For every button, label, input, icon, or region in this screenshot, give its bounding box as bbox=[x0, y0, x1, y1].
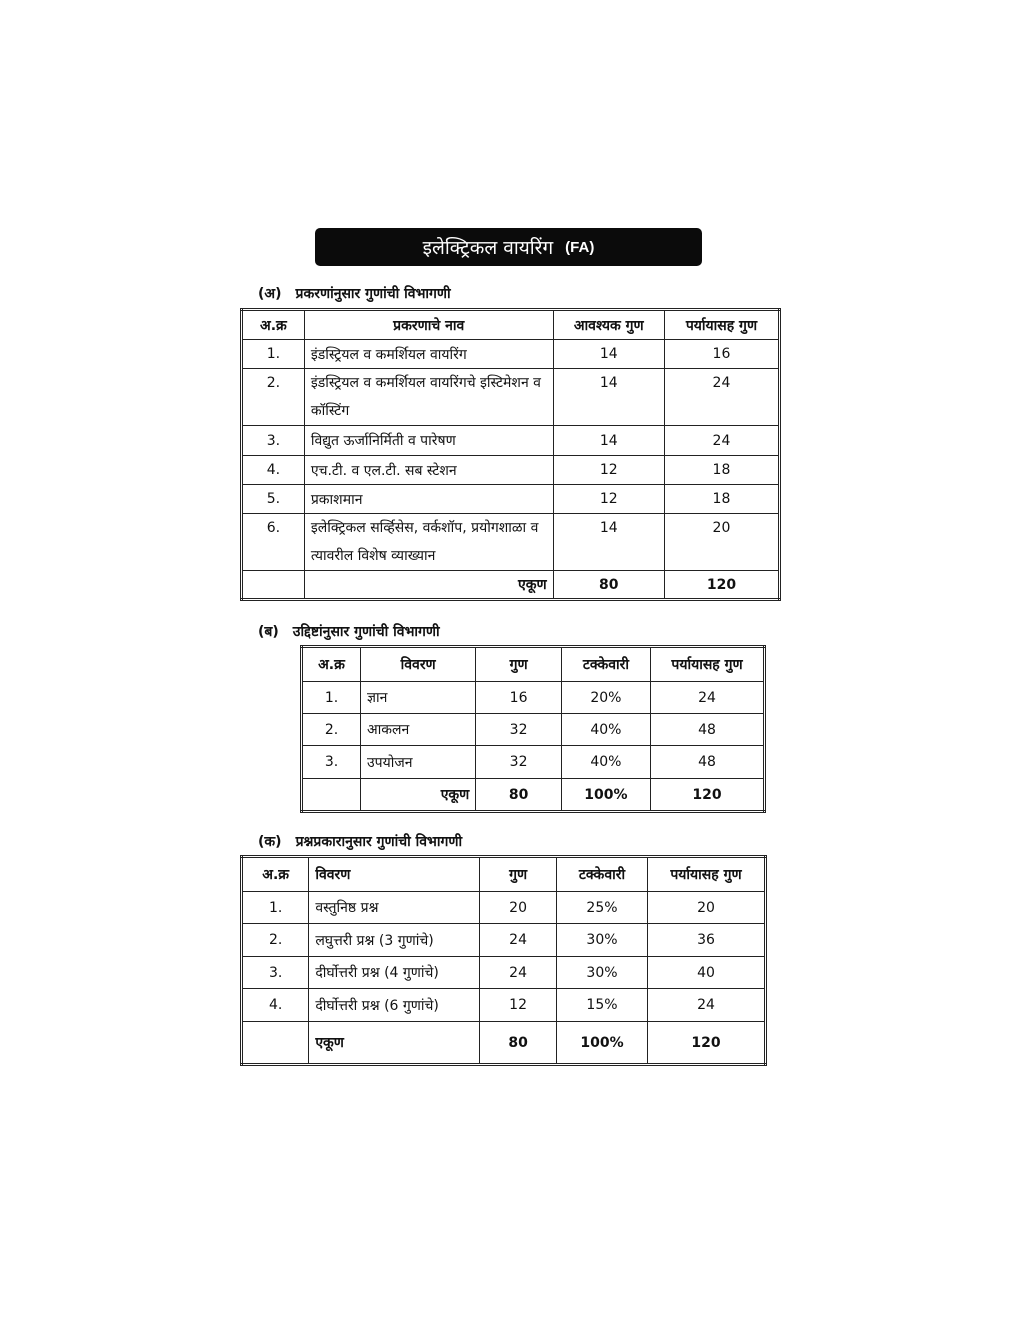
table-cell: 12 bbox=[553, 485, 664, 514]
column-header: पर्यायासह गुण bbox=[664, 310, 779, 340]
table-cell: 6. bbox=[242, 514, 305, 571]
table-cell: 24 bbox=[650, 682, 764, 714]
total-cell bbox=[242, 571, 305, 600]
table-cell: 24 bbox=[480, 924, 557, 957]
section-b-heading bbox=[258, 622, 440, 641]
table-cell: 40% bbox=[561, 746, 650, 779]
total-row bbox=[302, 779, 765, 812]
table-cell: 20% bbox=[561, 682, 650, 714]
column-header: विवरण bbox=[361, 647, 476, 682]
column-header: विवरण bbox=[309, 857, 480, 892]
table-cell: 12 bbox=[553, 456, 664, 485]
table-cell: 14 bbox=[553, 340, 664, 369]
table-cell: 3. bbox=[242, 426, 305, 456]
table-cell: 40 bbox=[647, 957, 765, 989]
table-cell: 4. bbox=[242, 989, 309, 1022]
table-cell: 14 bbox=[553, 514, 664, 571]
table-cell: 40% bbox=[561, 714, 650, 746]
table-row bbox=[302, 714, 765, 746]
column-header: पर्यायासह गुण bbox=[650, 647, 764, 682]
total-cell: 120 bbox=[647, 1022, 765, 1065]
total-cell: 100% bbox=[556, 1022, 647, 1065]
table-cell: विद्युत ऊर्जानिर्मिती व पारेषण bbox=[304, 426, 553, 456]
column-header: गुण bbox=[480, 857, 557, 892]
table-cell: दीर्घोत्तरी प्रश्न (6 गुणांचे) bbox=[309, 989, 480, 1022]
column-header: प्रकरणाचे नाव bbox=[304, 310, 553, 340]
total-cell: एकूण bbox=[304, 571, 553, 600]
table-cell: इलेक्ट्रिकल सर्व्हिसेस, वर्कशॉप, प्रयोगशाळा व त्यावरील विशेष व्याख्यान bbox=[304, 514, 553, 571]
table-cell: 36 bbox=[647, 924, 765, 957]
total-cell: 120 bbox=[664, 571, 779, 600]
total-cell: 120 bbox=[650, 779, 764, 812]
table-cell: आकलन bbox=[361, 714, 476, 746]
table-cell: 3. bbox=[242, 957, 309, 989]
table-cell: 24 bbox=[664, 369, 779, 426]
section-b-title: उद्दिष्टांनुसार गुणांची विभागणी bbox=[292, 624, 440, 640]
total-cell: 100% bbox=[561, 779, 650, 812]
table-cell: 48 bbox=[650, 746, 764, 779]
column-header: गुण bbox=[476, 647, 562, 682]
section-a-title: प्रकरणांनुसार गुणांची विभागणी bbox=[295, 286, 451, 302]
section-a-label: (अ) bbox=[258, 286, 282, 302]
total-row bbox=[242, 571, 780, 600]
section-c-title: प्रश्नप्रकारानुसार गुणांची विभागणी bbox=[295, 834, 463, 850]
title-code: (FA) bbox=[565, 238, 595, 256]
table-row bbox=[302, 746, 765, 779]
section-a-heading bbox=[258, 284, 451, 303]
table-row bbox=[242, 485, 780, 514]
question-type-marks-table bbox=[240, 855, 767, 1066]
table-row bbox=[242, 426, 780, 456]
table-cell: दीर्घोत्तरी प्रश्न (4 गुणांचे) bbox=[309, 957, 480, 989]
table-cell: 12 bbox=[480, 989, 557, 1022]
document-title bbox=[315, 228, 702, 266]
table-cell: 18 bbox=[664, 456, 779, 485]
section-b-label: (ब) bbox=[258, 624, 279, 640]
section-c-label: (क) bbox=[258, 834, 282, 850]
table-cell: 32 bbox=[476, 714, 562, 746]
header-row bbox=[242, 857, 766, 892]
column-header: अ.क्र bbox=[242, 857, 309, 892]
column-header: अ.क्र bbox=[242, 310, 305, 340]
table-cell: 25% bbox=[556, 892, 647, 924]
table-cell: 2. bbox=[242, 369, 305, 426]
title-main: इलेक्ट्रिकल वायरिंग bbox=[422, 237, 554, 259]
table-cell: 2. bbox=[242, 924, 309, 957]
table-cell: इंडस्ट्रियल व कमर्शियल वायरिंगचे इस्टिमेशन व कॉस्टिंग bbox=[304, 369, 553, 426]
total-cell: 80 bbox=[476, 779, 562, 812]
total-cell bbox=[302, 779, 361, 812]
table-cell: 24 bbox=[664, 426, 779, 456]
column-header: आवश्यक गुण bbox=[553, 310, 664, 340]
table-cell: 32 bbox=[476, 746, 562, 779]
objective-marks-table bbox=[300, 645, 766, 813]
table-cell: 30% bbox=[556, 924, 647, 957]
table-cell: 14 bbox=[553, 426, 664, 456]
table-cell: ज्ञान bbox=[361, 682, 476, 714]
total-row bbox=[242, 1022, 766, 1065]
table-cell: 1. bbox=[242, 892, 309, 924]
table-cell: 2. bbox=[302, 714, 361, 746]
total-cell: एकूण bbox=[309, 1022, 480, 1065]
table-cell: एच.टी. व एल.टी. सब स्टेशन bbox=[304, 456, 553, 485]
table-cell: 24 bbox=[480, 957, 557, 989]
total-cell: एकूण bbox=[361, 779, 476, 812]
total-cell: 80 bbox=[553, 571, 664, 600]
table-row bbox=[242, 892, 766, 924]
section-c-heading bbox=[258, 832, 462, 851]
table-cell: इंडस्ट्रियल व कमर्शियल वायरिंग bbox=[304, 340, 553, 369]
table-cell: 4. bbox=[242, 456, 305, 485]
table-row bbox=[242, 989, 766, 1022]
header-row bbox=[242, 310, 780, 340]
table-row bbox=[242, 957, 766, 989]
header-row bbox=[302, 647, 765, 682]
table-cell: प्रकाशमान bbox=[304, 485, 553, 514]
table-cell: 24 bbox=[647, 989, 765, 1022]
chapter-marks-table bbox=[240, 308, 781, 601]
column-header: टक्केवारी bbox=[561, 647, 650, 682]
table-cell: उपयोजन bbox=[361, 746, 476, 779]
table-cell: वस्तुनिष्ठ प्रश्न bbox=[309, 892, 480, 924]
table-cell: 1. bbox=[242, 340, 305, 369]
column-header: पर्यायासह गुण bbox=[647, 857, 765, 892]
table-row bbox=[242, 369, 780, 426]
table-cell: 16 bbox=[664, 340, 779, 369]
table-row bbox=[242, 456, 780, 485]
table-cell: 14 bbox=[553, 369, 664, 426]
total-cell: 80 bbox=[480, 1022, 557, 1065]
column-header: अ.क्र bbox=[302, 647, 361, 682]
table-cell: 48 bbox=[650, 714, 764, 746]
table-cell: 3. bbox=[302, 746, 361, 779]
table-row bbox=[242, 340, 780, 369]
column-header: टक्केवारी bbox=[556, 857, 647, 892]
table-cell: 5. bbox=[242, 485, 305, 514]
table-cell: 16 bbox=[476, 682, 562, 714]
table-cell: 20 bbox=[664, 514, 779, 571]
table-cell: 18 bbox=[664, 485, 779, 514]
total-cell bbox=[242, 1022, 309, 1065]
table-cell: 20 bbox=[480, 892, 557, 924]
table-cell: 15% bbox=[556, 989, 647, 1022]
table-row bbox=[242, 924, 766, 957]
table-cell: लघुत्तरी प्रश्न (3 गुणांचे) bbox=[309, 924, 480, 957]
table-cell: 1. bbox=[302, 682, 361, 714]
table-cell: 20 bbox=[647, 892, 765, 924]
table-cell: 30% bbox=[556, 957, 647, 989]
table-row bbox=[302, 682, 765, 714]
table-row bbox=[242, 514, 780, 571]
